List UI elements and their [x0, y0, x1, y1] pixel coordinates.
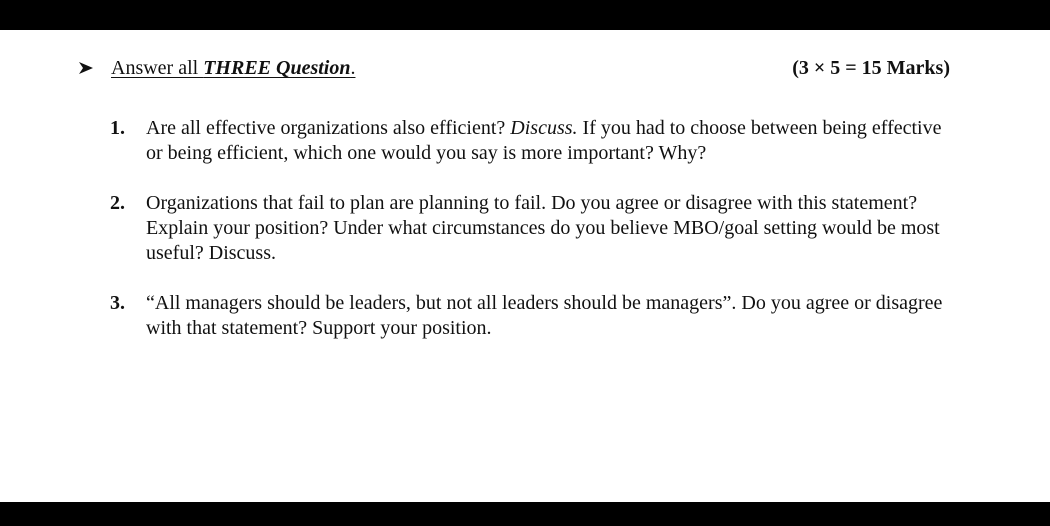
question-text: “All managers should be leaders, but not all leaders should be managers”. Do you agree or disagree with that statement? Support your position.: [146, 292, 943, 339]
instruction-suffix: .: [350, 57, 356, 79]
document-page: [0, 30, 1050, 502]
question-text-part: If you had to choose between being effective or being efficient, which one would you say is more important? Why?: [146, 117, 942, 164]
instruction-text: [111, 54, 355, 82]
question-number: 2.: [110, 192, 125, 214]
instruction-emphasis: THREE Question: [203, 57, 351, 79]
question-list: [110, 116, 950, 366]
question-text-part: Are all effective organizations also efficient?: [146, 117, 511, 139]
question-text: Organizations that fail to plan are planning to fail. Do you agree or disagree with this statement? Explain your position? Under what circumstances do you believe MBO/goal setting would be most useful? Discuss.: [146, 192, 940, 264]
question-number: 1.: [110, 117, 125, 139]
question-1: [110, 116, 950, 166]
instruction-prefix: Answer all: [111, 57, 204, 79]
marks-label: (3 × 5 = 15 Marks): [792, 57, 950, 79]
question-3: [110, 291, 950, 341]
question-text-italic: Discuss.: [510, 117, 578, 139]
question-text: [146, 117, 941, 164]
question-2: [110, 191, 950, 266]
question-number: 3.: [110, 292, 125, 314]
instruction-row: [78, 54, 950, 82]
arrowhead-bullet-icon: [78, 54, 96, 82]
